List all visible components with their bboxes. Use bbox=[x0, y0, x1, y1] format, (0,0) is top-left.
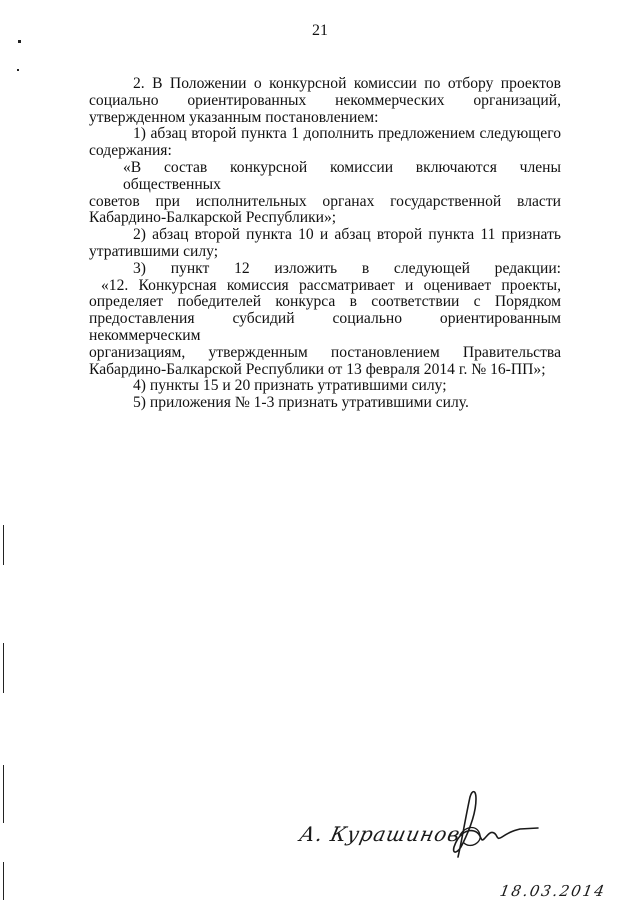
scan-dot-second bbox=[17, 69, 19, 71]
paragraph-line: 2) абзац второй пункта 10 и абзац второй пункта 11 признать bbox=[133, 226, 561, 244]
paragraph-line: утвержденном указанным постановлением: bbox=[89, 108, 379, 126]
paragraph-line: предоставления субсидий социально ориентированным некоммерческим bbox=[89, 310, 561, 344]
paragraph-line: 1) абзац второй пункта 1 дополнить предложением следующего bbox=[133, 125, 561, 143]
paragraph-line: Кабардино-Балкарской Республики от 13 февраля 2014 г. № 16-ПП»; bbox=[89, 360, 546, 378]
paragraph-line: 5) приложения № 1-3 признать утратившими силу. bbox=[133, 394, 469, 412]
paragraph-line: утратившими силу; bbox=[89, 242, 219, 260]
paragraph-line: социально ориентированных некоммерческих организаций, bbox=[89, 91, 561, 109]
scan-edge-mark-1 bbox=[3, 525, 4, 565]
scan-edge-mark-2 bbox=[3, 643, 4, 693]
document-body bbox=[89, 76, 561, 412]
signature-image bbox=[290, 785, 550, 865]
paragraph-line: «В состав конкурсной комиссии включаются члены общественных bbox=[123, 158, 561, 193]
handwritten-name: А. Курашинов bbox=[297, 822, 463, 846]
paragraph-line: Кабардино-Балкарской Республики»; bbox=[89, 209, 337, 227]
paragraph-line: «12. Конкурсная комиссия рассматривает и оценивает проекты, bbox=[101, 276, 561, 294]
paragraph-line: 3) пункт 12 изложить в следующей редакции: bbox=[133, 259, 561, 277]
page-number: 21 bbox=[312, 22, 328, 39]
paragraph-line: определяет победителей конкурса в соответствии с Порядком bbox=[89, 293, 561, 311]
scan-edge-mark-4 bbox=[3, 862, 4, 900]
scan-edge-mark-3 bbox=[3, 765, 4, 823]
paragraph-line: 2. В Положении о конкурсной комиссии по отбору проектов bbox=[133, 75, 561, 92]
scan-dot-top bbox=[18, 40, 21, 43]
paragraph-line: содержания: bbox=[89, 142, 172, 160]
signature-stroke bbox=[454, 792, 538, 857]
paragraph-line: советов при исполнительных органах государственной власти bbox=[89, 192, 561, 210]
paragraph-line: 4) пункты 15 и 20 признать утратившими силу; bbox=[133, 377, 447, 395]
paragraph-line: организациям, утвержденным постановлением Правительства bbox=[89, 343, 561, 361]
handwritten-date: 18.03.2014 bbox=[498, 882, 608, 900]
